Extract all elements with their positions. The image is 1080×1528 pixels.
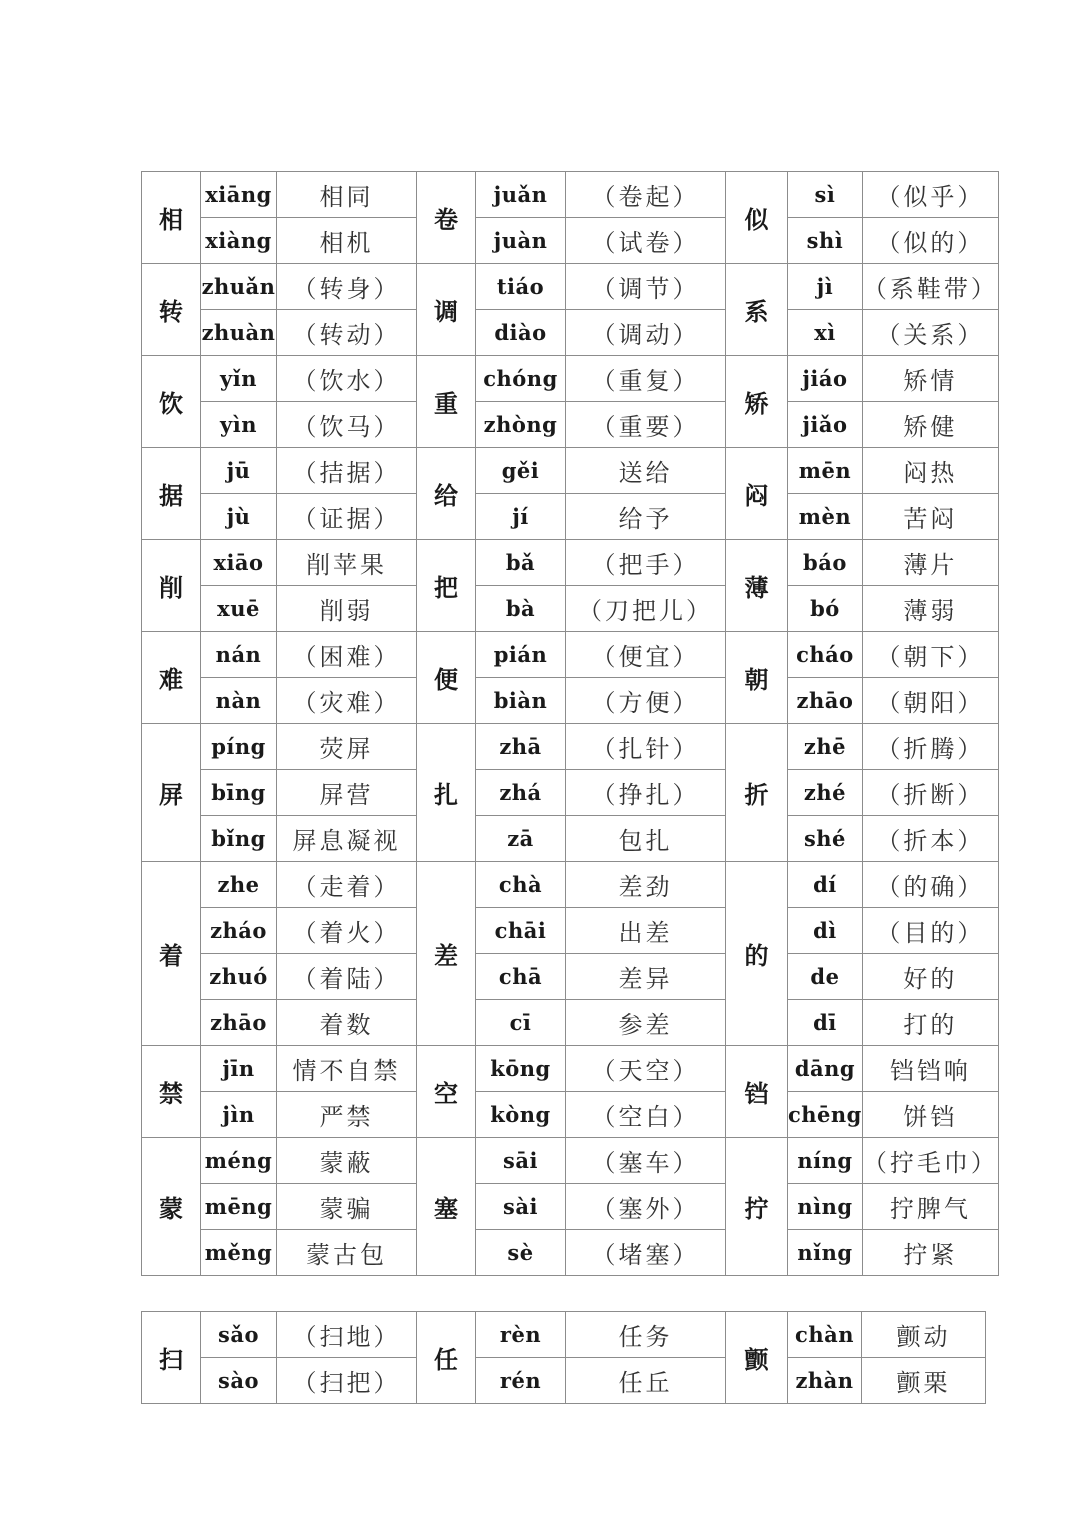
pinyin-cell: jìn <box>201 1092 277 1138</box>
character-cell: 系 <box>726 264 788 356</box>
pinyin-cell: biàn <box>476 678 566 724</box>
example-word-cell: 任丘 <box>566 1358 726 1404</box>
pinyin-cell: měng <box>201 1230 277 1276</box>
example-word-cell: （塞外） <box>566 1184 726 1230</box>
pinyin-cell: sǎo <box>201 1312 277 1358</box>
example-word-cell: 着数 <box>277 1000 417 1046</box>
polyphone-table <box>141 171 999 1276</box>
example-word-cell: 薄弱 <box>862 586 998 632</box>
pinyin-cell: kòng <box>476 1092 566 1138</box>
example-word-cell: 颤动 <box>862 1312 986 1358</box>
pinyin-cell: sè <box>476 1230 566 1276</box>
example-word-cell: 情不自禁 <box>277 1046 417 1092</box>
character-cell: 空 <box>417 1046 476 1138</box>
pinyin-cell: yìn <box>201 402 277 448</box>
example-word-cell: 屏营 <box>277 770 417 816</box>
example-word-cell: 差异 <box>566 954 726 1000</box>
pinyin-cell: chóng <box>476 356 566 402</box>
example-word-cell: （折本） <box>862 816 998 862</box>
character-cell: 扫 <box>142 1312 201 1404</box>
table-row <box>142 954 999 1000</box>
example-word-cell: （重要） <box>566 402 726 448</box>
pinyin-cell: zhòng <box>476 402 566 448</box>
character-cell: 的 <box>726 862 788 1046</box>
character-cell: 饮 <box>142 356 201 448</box>
character-cell: 给 <box>417 448 476 540</box>
character-cell: 蒙 <box>142 1138 201 1276</box>
example-word-cell: （试卷） <box>566 218 726 264</box>
table-row <box>142 1046 999 1092</box>
character-cell: 重 <box>417 356 476 448</box>
pinyin-cell: zhuàn <box>201 310 277 356</box>
pinyin-cell: zhàn <box>788 1358 862 1404</box>
character-cell: 据 <box>142 448 201 540</box>
character-cell: 薄 <box>726 540 788 632</box>
pinyin-cell: bīng <box>201 770 277 816</box>
table-row <box>142 632 999 678</box>
character-cell: 转 <box>142 264 201 356</box>
example-word-cell: （便宜） <box>566 632 726 678</box>
pinyin-cell: dì <box>788 908 863 954</box>
table-row <box>142 402 999 448</box>
example-word-cell: （刀把儿） <box>566 586 726 632</box>
example-word-cell: 荧屏 <box>277 724 417 770</box>
character-cell: 着 <box>142 862 201 1046</box>
example-word-cell: （似的） <box>862 218 998 264</box>
pinyin-cell: cī <box>476 1000 566 1046</box>
character-cell: 矫 <box>726 356 788 448</box>
character-cell: 禁 <box>142 1046 201 1138</box>
example-word-cell: （方便） <box>566 678 726 724</box>
example-word-cell: 削苹果 <box>277 540 417 586</box>
pinyin-cell: dāng <box>788 1046 863 1092</box>
pinyin-cell: sāi <box>476 1138 566 1184</box>
character-cell: 折 <box>726 724 788 862</box>
example-word-cell: 屏息凝视 <box>277 816 417 862</box>
pinyin-cell: bǐng <box>201 816 277 862</box>
table-row <box>142 1000 999 1046</box>
pinyin-cell: xì <box>788 310 863 356</box>
pinyin-cell: bà <box>476 586 566 632</box>
pinyin-cell: nìng <box>788 1184 863 1230</box>
table-row <box>142 172 999 218</box>
pinyin-cell: pián <box>476 632 566 678</box>
character-cell: 铛 <box>726 1046 788 1138</box>
pinyin-cell: juàn <box>476 218 566 264</box>
pinyin-cell: gěi <box>476 448 566 494</box>
pinyin-cell: zhāo <box>788 678 863 724</box>
example-word-cell: 送给 <box>566 448 726 494</box>
pinyin-cell: jù <box>201 494 277 540</box>
pinyin-cell: zhē <box>788 724 863 770</box>
table-row <box>142 586 999 632</box>
example-word-cell: 任务 <box>566 1312 726 1358</box>
table-row <box>142 356 999 402</box>
pinyin-cell: shì <box>788 218 863 264</box>
table-row <box>142 218 999 264</box>
pinyin-cell: diào <box>476 310 566 356</box>
pinyin-cell: jū <box>201 448 277 494</box>
example-word-cell: 蒙蔽 <box>277 1138 417 1184</box>
table-row <box>142 816 999 862</box>
pinyin-cell: zhuó <box>201 954 277 1000</box>
example-word-cell: 严禁 <box>277 1092 417 1138</box>
pinyin-cell: méng <box>201 1138 277 1184</box>
polyphone-table-extra <box>141 1311 986 1404</box>
character-cell: 把 <box>417 540 476 632</box>
example-word-cell: （走着） <box>277 862 417 908</box>
pinyin-cell: jīn <box>201 1046 277 1092</box>
pinyin-cell: nán <box>201 632 277 678</box>
example-word-cell: （折断） <box>862 770 998 816</box>
example-word-cell: 矫情 <box>862 356 998 402</box>
pinyin-cell: rén <box>476 1358 566 1404</box>
character-cell: 塞 <box>417 1138 476 1276</box>
table-row <box>142 264 999 310</box>
example-word-cell: 相机 <box>277 218 417 264</box>
table-row <box>142 1184 999 1230</box>
example-word-cell: （转身） <box>277 264 417 310</box>
example-word-cell: 打的 <box>862 1000 998 1046</box>
example-word-cell: （似乎） <box>862 172 998 218</box>
pinyin-cell: dí <box>788 862 863 908</box>
example-word-cell: （证据） <box>277 494 417 540</box>
example-word-cell: （重复） <box>566 356 726 402</box>
pinyin-cell: mēng <box>201 1184 277 1230</box>
character-cell: 相 <box>142 172 201 264</box>
pinyin-cell: zhā <box>476 724 566 770</box>
example-word-cell: 蒙骗 <box>277 1184 417 1230</box>
example-word-cell: （调节） <box>566 264 726 310</box>
pinyin-cell: mèn <box>788 494 863 540</box>
example-word-cell: 出差 <box>566 908 726 954</box>
example-word-cell: 差劲 <box>566 862 726 908</box>
pinyin-cell: sì <box>788 172 863 218</box>
pinyin-cell: chà <box>476 862 566 908</box>
example-word-cell: （系鞋带） <box>862 264 998 310</box>
character-cell: 削 <box>142 540 201 632</box>
character-cell: 差 <box>417 862 476 1046</box>
table-row <box>142 770 999 816</box>
character-cell: 似 <box>726 172 788 264</box>
example-word-cell: 拧紧 <box>862 1230 998 1276</box>
pinyin-cell: jiǎo <box>788 402 863 448</box>
example-word-cell: （饮马） <box>277 402 417 448</box>
pinyin-cell: chā <box>476 954 566 1000</box>
example-word-cell: 好的 <box>862 954 998 1000</box>
example-word-cell: （关系） <box>862 310 998 356</box>
example-word-cell: （拮据） <box>277 448 417 494</box>
example-word-cell: （扫地） <box>277 1312 417 1358</box>
example-word-cell: （目的） <box>862 908 998 954</box>
example-word-cell: （困难） <box>277 632 417 678</box>
pinyin-cell: kōng <box>476 1046 566 1092</box>
pinyin-cell: zháo <box>201 908 277 954</box>
example-word-cell: （堵塞） <box>566 1230 726 1276</box>
example-word-cell: 薄片 <box>862 540 998 586</box>
example-word-cell: 参差 <box>566 1000 726 1046</box>
pinyin-cell: zhāo <box>201 1000 277 1046</box>
example-word-cell: （转动） <box>277 310 417 356</box>
example-word-cell: 蒙古包 <box>277 1230 417 1276</box>
example-word-cell: （把手） <box>566 540 726 586</box>
example-word-cell: （空白） <box>566 1092 726 1138</box>
pinyin-cell: dī <box>788 1000 863 1046</box>
pinyin-cell: bó <box>788 586 863 632</box>
pinyin-cell: shé <box>788 816 863 862</box>
example-word-cell: （拧毛巾） <box>862 1138 998 1184</box>
example-word-cell: 颤栗 <box>862 1358 986 1404</box>
pinyin-cell: zhuǎn <box>201 264 277 310</box>
pinyin-cell: chēng <box>788 1092 863 1138</box>
example-word-cell: 包扎 <box>566 816 726 862</box>
pinyin-cell: chàn <box>788 1312 862 1358</box>
table-row <box>142 1092 999 1138</box>
character-cell: 扎 <box>417 724 476 862</box>
character-cell: 任 <box>417 1312 476 1404</box>
pinyin-cell: báo <box>788 540 863 586</box>
pinyin-cell: xiàng <box>201 218 277 264</box>
character-cell: 闷 <box>726 448 788 540</box>
pinyin-cell: yǐn <box>201 356 277 402</box>
example-word-cell: （塞车） <box>566 1138 726 1184</box>
example-word-cell: 闷热 <box>862 448 998 494</box>
character-cell: 颤 <box>726 1312 788 1404</box>
example-word-cell: （折腾） <box>862 724 998 770</box>
example-word-cell: （天空） <box>566 1046 726 1092</box>
table-row <box>142 862 999 908</box>
table-row <box>142 540 999 586</box>
pinyin-cell: nàn <box>201 678 277 724</box>
pinyin-cell: zā <box>476 816 566 862</box>
table-row <box>142 494 999 540</box>
character-cell: 调 <box>417 264 476 356</box>
example-word-cell: （着火） <box>277 908 417 954</box>
table-row <box>142 678 999 724</box>
pinyin-cell: níng <box>788 1138 863 1184</box>
example-word-cell: （饮水） <box>277 356 417 402</box>
pinyin-cell: xiāng <box>201 172 277 218</box>
pinyin-cell: tiáo <box>476 264 566 310</box>
example-word-cell: （扎针） <box>566 724 726 770</box>
table-row <box>142 448 999 494</box>
example-word-cell: 苦闷 <box>862 494 998 540</box>
example-word-cell: 拧脾气 <box>862 1184 998 1230</box>
pinyin-cell: bǎ <box>476 540 566 586</box>
table-row <box>142 1312 986 1358</box>
example-word-cell: （朝下） <box>862 632 998 678</box>
pinyin-cell: xuē <box>201 586 277 632</box>
table-row <box>142 1358 986 1404</box>
example-word-cell: （卷起） <box>566 172 726 218</box>
character-cell: 卷 <box>417 172 476 264</box>
pinyin-cell: nǐng <box>788 1230 863 1276</box>
example-word-cell: 削弱 <box>277 586 417 632</box>
pinyin-cell: jí <box>476 494 566 540</box>
table-row <box>142 310 999 356</box>
pinyin-cell: sào <box>201 1358 277 1404</box>
pinyin-cell: chāi <box>476 908 566 954</box>
example-word-cell: （调动） <box>566 310 726 356</box>
pinyin-cell: juǎn <box>476 172 566 218</box>
pinyin-cell: jì <box>788 264 863 310</box>
character-cell: 屏 <box>142 724 201 862</box>
character-cell: 朝 <box>726 632 788 724</box>
table-row <box>142 724 999 770</box>
pinyin-cell: mēn <box>788 448 863 494</box>
pinyin-cell: zhé <box>788 770 863 816</box>
example-word-cell: 给予 <box>566 494 726 540</box>
example-word-cell: （朝阳） <box>862 678 998 724</box>
example-word-cell: 铛铛响 <box>862 1046 998 1092</box>
pinyin-cell: píng <box>201 724 277 770</box>
example-word-cell: 相同 <box>277 172 417 218</box>
pinyin-cell: rèn <box>476 1312 566 1358</box>
pinyin-cell: zhá <box>476 770 566 816</box>
pinyin-cell: xiāo <box>201 540 277 586</box>
character-cell: 拧 <box>726 1138 788 1276</box>
character-cell: 难 <box>142 632 201 724</box>
example-word-cell: （挣扎） <box>566 770 726 816</box>
example-word-cell: （扫把） <box>277 1358 417 1404</box>
table-row <box>142 1230 999 1276</box>
example-word-cell: 矫健 <box>862 402 998 448</box>
example-word-cell: 饼铛 <box>862 1092 998 1138</box>
pinyin-cell: jiáo <box>788 356 863 402</box>
example-word-cell: （着陆） <box>277 954 417 1000</box>
table-row <box>142 1138 999 1184</box>
table-row <box>142 908 999 954</box>
pinyin-cell: cháo <box>788 632 863 678</box>
pinyin-cell: zhe <box>201 862 277 908</box>
example-word-cell: （灾难） <box>277 678 417 724</box>
example-word-cell: （的确） <box>862 862 998 908</box>
pinyin-cell: sài <box>476 1184 566 1230</box>
pinyin-cell: de <box>788 954 863 1000</box>
character-cell: 便 <box>417 632 476 724</box>
